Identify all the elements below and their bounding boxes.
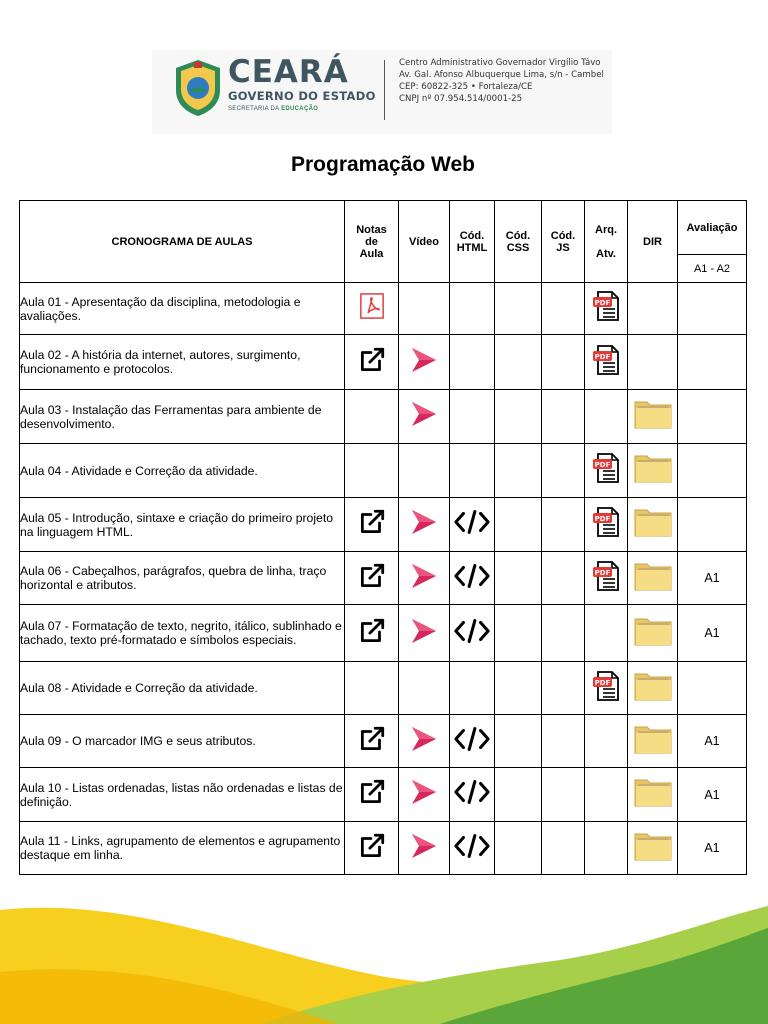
html-code-cell bbox=[450, 444, 495, 498]
pdf-file-icon[interactable] bbox=[591, 670, 621, 707]
lesson-description: Aula 09 - O marcador IMG e seus atributos. bbox=[20, 715, 345, 768]
video-cell bbox=[399, 498, 450, 552]
secretaria-label: SECRETARIA DA EDUCAÇÃO bbox=[228, 106, 319, 112]
html-code-cell bbox=[450, 283, 495, 335]
video-play-icon[interactable] bbox=[408, 724, 440, 759]
notas-cell bbox=[345, 552, 399, 605]
brand-name: CEARÁ bbox=[228, 54, 349, 90]
video-cell bbox=[399, 605, 450, 662]
html-code-cell bbox=[450, 715, 495, 768]
code-brackets-icon[interactable] bbox=[453, 725, 491, 758]
directory-cell bbox=[628, 498, 678, 552]
lesson-description: Aula 06 - Cabeçalhos, parágrafos, quebra de linha, traço horizontal e atributos. bbox=[20, 552, 345, 605]
directory-cell bbox=[628, 715, 678, 768]
folder-icon[interactable] bbox=[633, 723, 673, 760]
pdf-file-icon[interactable] bbox=[591, 290, 621, 327]
svg-text:PDF: PDF bbox=[594, 352, 611, 361]
js-code-cell bbox=[542, 390, 585, 444]
js-code-cell bbox=[542, 662, 585, 715]
code-brackets-icon[interactable] bbox=[453, 617, 491, 650]
activity-file-cell bbox=[585, 605, 628, 662]
notas-cell bbox=[345, 283, 399, 335]
video-cell bbox=[399, 822, 450, 875]
avaliacao-cell bbox=[678, 662, 747, 715]
directory-cell bbox=[628, 444, 678, 498]
directory-cell bbox=[628, 605, 678, 662]
activity-file-cell bbox=[585, 552, 628, 605]
table-row bbox=[20, 768, 747, 822]
header-divider bbox=[384, 60, 385, 120]
css-code-cell bbox=[495, 552, 542, 605]
pdf-file-icon[interactable] bbox=[591, 344, 621, 381]
directory-cell bbox=[628, 335, 678, 390]
external-link-icon[interactable] bbox=[357, 724, 387, 759]
page-title: Programação Web bbox=[290, 153, 475, 176]
code-brackets-icon[interactable] bbox=[453, 562, 491, 595]
svg-text:PDF: PDF bbox=[594, 568, 611, 577]
col-notas: Notas de Aula bbox=[345, 201, 399, 283]
notas-cell bbox=[345, 605, 399, 662]
css-code-cell bbox=[495, 444, 542, 498]
css-code-cell bbox=[495, 768, 542, 822]
html-code-cell bbox=[450, 822, 495, 875]
external-link-icon[interactable] bbox=[357, 616, 387, 651]
js-code-cell bbox=[542, 444, 585, 498]
notas-cell bbox=[345, 822, 399, 875]
video-play-icon[interactable] bbox=[408, 561, 440, 596]
external-link-icon[interactable] bbox=[357, 345, 387, 380]
brand-subtitle: GOVERNO DO ESTADO bbox=[228, 89, 376, 103]
table-row bbox=[20, 335, 747, 390]
css-code-cell bbox=[495, 283, 542, 335]
directory-cell bbox=[628, 662, 678, 715]
avaliacao-cell: A1 bbox=[678, 822, 747, 875]
external-link-icon[interactable] bbox=[357, 561, 387, 596]
pdf-file-icon[interactable] bbox=[591, 560, 621, 597]
folder-icon[interactable] bbox=[633, 452, 673, 489]
video-cell bbox=[399, 768, 450, 822]
lesson-description: Aula 04 - Atividade e Correção da atividade. bbox=[20, 444, 345, 498]
video-cell bbox=[399, 335, 450, 390]
video-cell bbox=[399, 283, 450, 335]
folder-icon[interactable] bbox=[633, 776, 673, 813]
table-row bbox=[20, 822, 747, 875]
css-code-cell bbox=[495, 662, 542, 715]
col-js: Cód. JS bbox=[542, 201, 585, 283]
letterhead bbox=[152, 50, 612, 134]
address-line: Av. Gal. Afonso Albuquerque Lima, s/n - Cambel bbox=[399, 70, 604, 80]
table-row bbox=[20, 498, 747, 552]
activity-file-cell bbox=[585, 715, 628, 768]
avaliacao-cell bbox=[678, 390, 747, 444]
table-title: CRONOGRAMA DE AULAS bbox=[20, 201, 345, 283]
notas-cell bbox=[345, 768, 399, 822]
col-html: Cód. HTML bbox=[450, 201, 495, 283]
notas-cell bbox=[345, 715, 399, 768]
lesson-description: Aula 08 - Atividade e Correção da atividade. bbox=[20, 662, 345, 715]
col-arq: Arq. Atv. bbox=[585, 201, 628, 283]
schedule-table bbox=[19, 200, 747, 875]
code-brackets-icon[interactable] bbox=[453, 508, 491, 541]
html-code-cell bbox=[450, 390, 495, 444]
directory-cell bbox=[628, 768, 678, 822]
col-css: Cód. CSS bbox=[495, 201, 542, 283]
directory-cell bbox=[628, 283, 678, 335]
external-link-icon[interactable] bbox=[357, 777, 387, 812]
activity-file-cell bbox=[585, 283, 628, 335]
svg-text:PDF: PDF bbox=[594, 678, 611, 687]
folder-icon[interactable] bbox=[633, 615, 673, 652]
html-code-cell bbox=[450, 498, 495, 552]
avaliacao-cell bbox=[678, 335, 747, 390]
css-code-cell bbox=[495, 335, 542, 390]
external-link-icon[interactable] bbox=[357, 831, 387, 866]
pdf-file-icon[interactable] bbox=[591, 506, 621, 543]
lesson-description: Aula 10 - Listas ordenadas, listas não ordenadas e listas de definição. bbox=[20, 768, 345, 822]
lesson-description: Aula 01 - Apresentação da disciplina, metodologia e avaliações. bbox=[20, 283, 345, 335]
directory-cell bbox=[628, 552, 678, 605]
address-line: CNPJ nº 07.954.514/0001-25 bbox=[399, 94, 523, 104]
folder-icon[interactable] bbox=[633, 398, 673, 435]
table-row bbox=[20, 605, 747, 662]
activity-file-cell bbox=[585, 768, 628, 822]
address-line: CEP: 60822-325 • Fortaleza/CE bbox=[399, 82, 533, 92]
js-code-cell bbox=[542, 822, 585, 875]
avaliacao-cell bbox=[678, 444, 747, 498]
svg-text:PDF: PDF bbox=[594, 461, 611, 469]
video-play-icon[interactable] bbox=[408, 507, 440, 542]
js-code-cell bbox=[542, 498, 585, 552]
notas-cell bbox=[345, 390, 399, 444]
video-play-icon[interactable] bbox=[408, 616, 440, 651]
col-video: Vídeo bbox=[399, 201, 450, 283]
js-code-cell bbox=[542, 768, 585, 822]
lesson-description: Aula 07 - Formatação de texto, negrito, itálico, sublinhado e tachado, texto pré-formatado e símbolos especiais. bbox=[20, 605, 345, 662]
html-code-cell bbox=[450, 335, 495, 390]
svg-text:PDF: PDF bbox=[594, 515, 611, 523]
lesson-description: Aula 03 - Instalação das Ferramentas para ambiente de desenvolvimento. bbox=[20, 390, 345, 444]
avaliacao-cell: A1 bbox=[678, 715, 747, 768]
activity-file-cell bbox=[585, 390, 628, 444]
external-link-icon[interactable] bbox=[357, 507, 387, 542]
table-row bbox=[20, 552, 747, 605]
html-code-cell bbox=[450, 768, 495, 822]
lesson-description: Aula 02 - A história da internet, autores, surgimento, funcionamento e protocolos. bbox=[20, 335, 345, 390]
table-row bbox=[20, 390, 747, 444]
css-code-cell bbox=[495, 605, 542, 662]
video-play-icon[interactable] bbox=[408, 345, 440, 380]
video-cell bbox=[399, 444, 450, 498]
table-row bbox=[20, 715, 747, 768]
css-code-cell bbox=[495, 390, 542, 444]
folder-icon[interactable] bbox=[633, 670, 673, 707]
avaliacao-cell bbox=[678, 283, 747, 335]
notas-cell bbox=[345, 662, 399, 715]
avaliacao-cell: A1 bbox=[678, 768, 747, 822]
col-dir: DIR bbox=[628, 201, 678, 283]
css-code-cell bbox=[495, 498, 542, 552]
js-code-cell bbox=[542, 715, 585, 768]
directory-cell bbox=[628, 390, 678, 444]
address-block bbox=[399, 57, 614, 105]
notas-cell bbox=[345, 498, 399, 552]
html-code-cell bbox=[450, 662, 495, 715]
lesson-description: Aula 05 - Introdução, sintaxe e criação do primeiro projeto na linguagem HTML. bbox=[20, 498, 345, 552]
folder-icon[interactable] bbox=[633, 506, 673, 543]
video-cell bbox=[399, 552, 450, 605]
notas-cell bbox=[345, 335, 399, 390]
ceara-crest-icon bbox=[172, 58, 224, 118]
activity-file-cell bbox=[585, 822, 628, 875]
code-brackets-icon[interactable] bbox=[453, 832, 491, 865]
avaliacao-cell: A1 bbox=[678, 552, 747, 605]
html-code-cell bbox=[450, 605, 495, 662]
activity-file-cell bbox=[585, 444, 628, 498]
video-play-icon[interactable] bbox=[408, 399, 440, 434]
svg-text:PDF: PDF bbox=[594, 299, 611, 307]
table-row bbox=[20, 662, 747, 715]
activity-file-cell bbox=[585, 335, 628, 390]
js-code-cell bbox=[542, 335, 585, 390]
js-code-cell bbox=[542, 283, 585, 335]
avaliacao-cell bbox=[678, 498, 747, 552]
brand bbox=[228, 56, 378, 112]
activity-file-cell bbox=[585, 662, 628, 715]
js-code-cell bbox=[542, 605, 585, 662]
pdf-file-icon[interactable] bbox=[591, 452, 621, 489]
avaliacao-cell: A1 bbox=[678, 605, 747, 662]
col-avaliacao-sub: A1 - A2 bbox=[678, 255, 747, 283]
video-play-icon[interactable] bbox=[408, 831, 440, 866]
code-brackets-icon[interactable] bbox=[453, 778, 491, 811]
folder-icon[interactable] bbox=[633, 560, 673, 597]
footer-swoosh bbox=[0, 880, 768, 1024]
table-row bbox=[20, 444, 747, 498]
notas-cell bbox=[345, 444, 399, 498]
address-line: Centro Administrativo Governador Virgílio Távo bbox=[399, 58, 601, 68]
folder-icon[interactable] bbox=[633, 830, 673, 867]
col-avaliacao: Avaliação bbox=[678, 201, 747, 255]
video-play-icon[interactable] bbox=[408, 777, 440, 812]
table-row bbox=[20, 283, 747, 335]
video-cell bbox=[399, 715, 450, 768]
css-code-cell bbox=[495, 822, 542, 875]
css-code-cell bbox=[495, 715, 542, 768]
activity-file-cell bbox=[585, 498, 628, 552]
html-code-cell bbox=[450, 552, 495, 605]
video-cell bbox=[399, 390, 450, 444]
video-cell bbox=[399, 662, 450, 715]
js-code-cell bbox=[542, 552, 585, 605]
acrobat-pdf-icon[interactable] bbox=[359, 293, 385, 324]
lesson-description: Aula 11 - Links, agrupamento de elementos e agrupamento destaque em linha. bbox=[20, 822, 345, 875]
directory-cell bbox=[628, 822, 678, 875]
